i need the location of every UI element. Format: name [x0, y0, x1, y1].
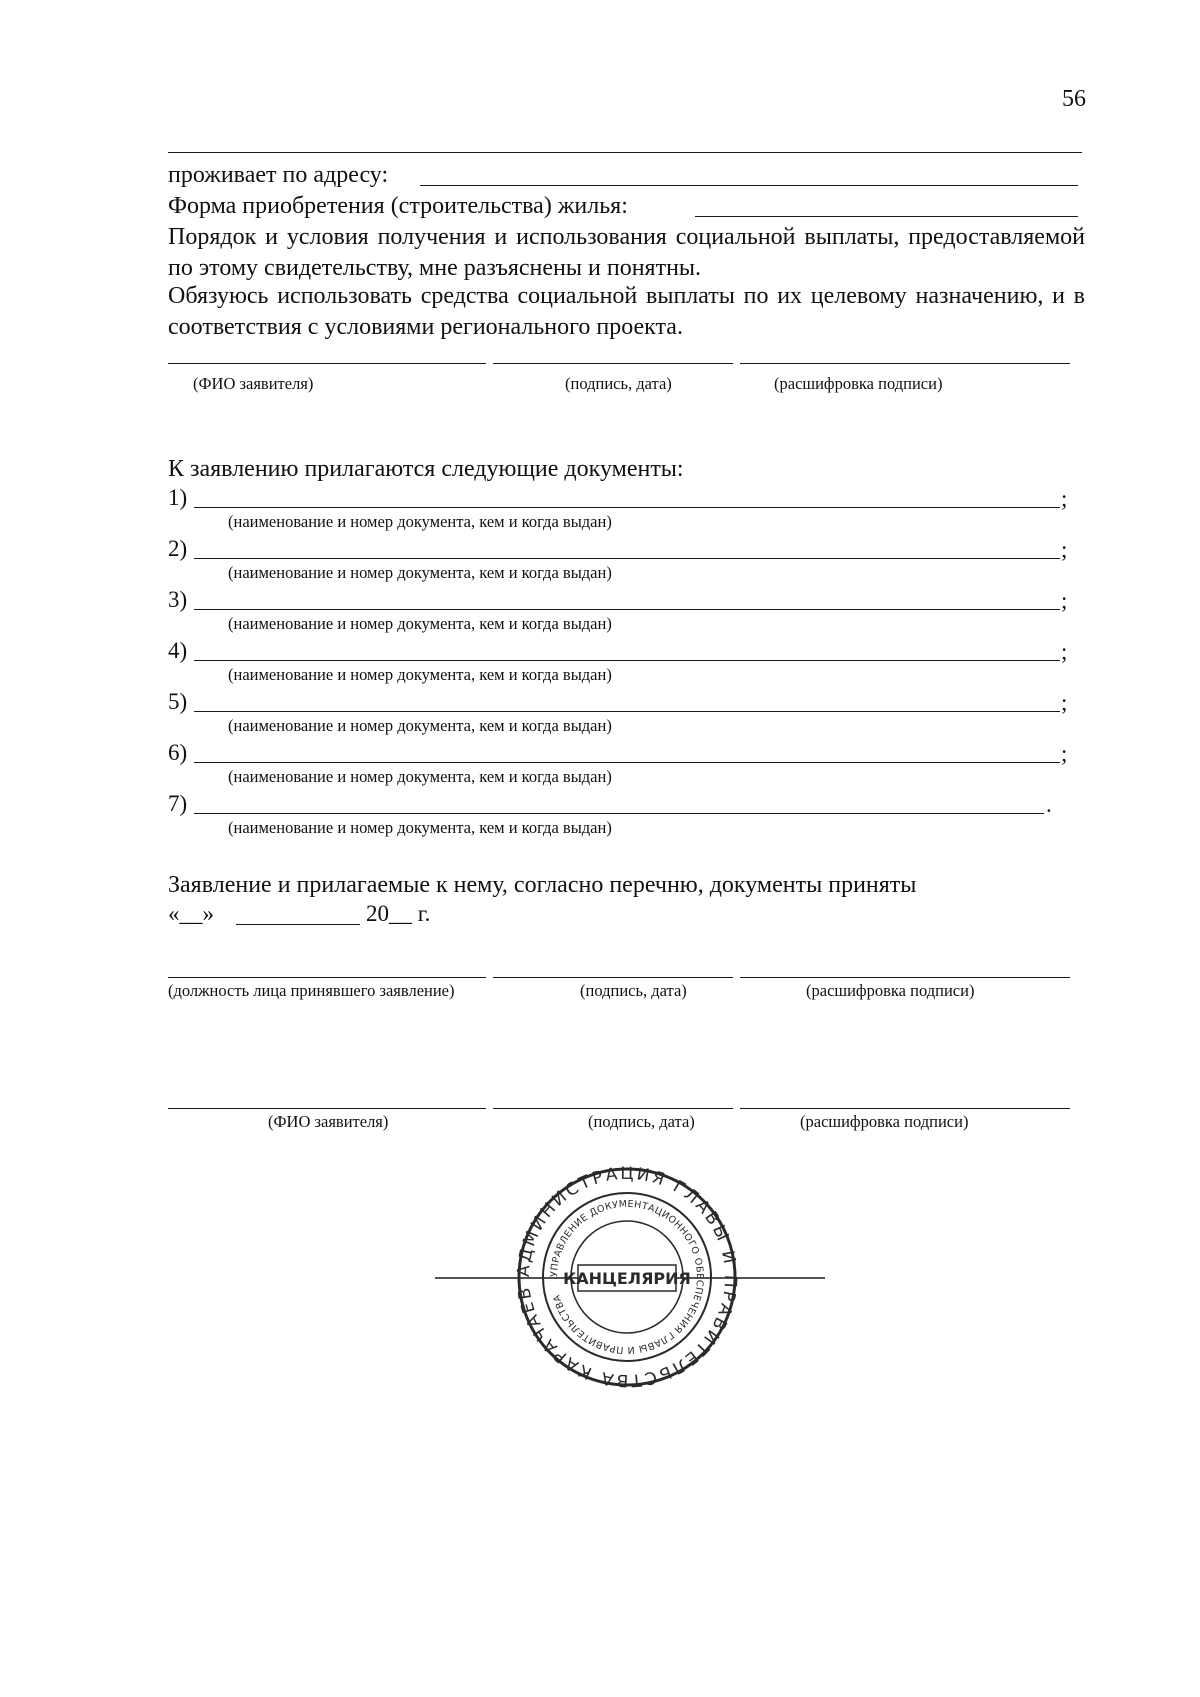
sig3-decode-caption: (расшифровка подписи)	[800, 1112, 969, 1131]
sig1-decode-line[interactable]	[740, 363, 1070, 364]
attachment-end: ;	[1061, 537, 1068, 562]
date-year: 20__ г.	[366, 901, 431, 926]
address-label: проживает по адресу:	[168, 162, 389, 188]
address-field[interactable]	[420, 185, 1078, 186]
form-field[interactable]	[695, 216, 1078, 217]
attachment-field[interactable]	[194, 762, 1060, 763]
attachment-field[interactable]	[194, 609, 1060, 610]
attachment-caption: (наименование и номер документа, кем и когда выдан)	[228, 563, 612, 582]
sig1-sign-caption: (подпись, дата)	[565, 374, 672, 393]
stamp-center-text: КАНЦЕЛЯРИЯ	[563, 1269, 691, 1288]
form-label: Форма приобретения (строительства) жилья:	[168, 193, 628, 219]
sig3-name-caption: (ФИО заявителя)	[268, 1112, 389, 1131]
attachment-field[interactable]	[194, 711, 1060, 712]
attachment-number: 6)	[168, 740, 188, 765]
attachment-caption: (наименование и номер документа, кем и когда выдан)	[228, 818, 612, 837]
attachment-end: ;	[1061, 639, 1068, 664]
attachment-caption: (наименование и номер документа, кем и когда выдан)	[228, 614, 612, 633]
page-number: 56	[1062, 86, 1086, 112]
attachment-caption: (наименование и номер документа, кем и когда выдан)	[228, 512, 612, 531]
sig3-name-line[interactable]	[168, 1108, 486, 1109]
attachment-number: 4)	[168, 638, 188, 663]
attachment-number: 5)	[168, 689, 188, 714]
obligation-paragraph: Обязуюсь использовать средства социальной выплаты по их целевому назначению, и в соответствия с условиями регионального проекта.	[168, 283, 1085, 340]
attachment-caption: (наименование и номер документа, кем и когда выдан)	[228, 767, 612, 786]
attachment-field[interactable]	[194, 660, 1060, 661]
stamp-inner-text: УПРАВЛЕНИЕ ДОКУМЕНТАЦИОННОГО ОБЕСПЕЧЕНИЯ ГЛАВЫ И ПРАВИТЕЛЬСТВА	[548, 1198, 706, 1356]
official-stamp	[430, 1160, 830, 1390]
sig2-position-line[interactable]	[168, 977, 486, 978]
sig2-sign-line[interactable]	[493, 977, 733, 978]
sig1-name-line[interactable]	[168, 363, 486, 364]
attachments-heading: К заявлению прилагаются следующие документы:	[168, 456, 684, 482]
attachment-end: ;	[1061, 588, 1068, 613]
attachment-field[interactable]	[194, 558, 1060, 559]
top-rule	[168, 152, 1082, 153]
attachment-field[interactable]	[194, 507, 1060, 508]
sig1-sign-line[interactable]	[493, 363, 733, 364]
conditions-paragraph: Порядок и условия получения и использования социальной выплаты, предоставляемой по этому свидетельству, мне разъяснены и понятны.	[168, 224, 1085, 281]
attachment-end: .	[1046, 792, 1052, 817]
attachment-caption: (наименование и номер документа, кем и когда выдан)	[228, 665, 612, 684]
attachment-number: 7)	[168, 791, 188, 816]
attachment-number: 1)	[168, 485, 188, 510]
sig2-position-caption: (должность лица принявшего заявление)	[168, 981, 455, 1000]
sig2-decode-caption: (расшифровка подписи)	[806, 981, 975, 1000]
sig1-name-caption: (ФИО заявителя)	[193, 374, 314, 393]
sig3-sign-caption: (подпись, дата)	[588, 1112, 695, 1131]
sig3-decode-line[interactable]	[740, 1108, 1070, 1109]
accepted-text: Заявление и прилагаемые к нему, согласно перечню, документы приняты	[168, 872, 917, 898]
attachment-caption: (наименование и номер документа, кем и когда выдан)	[228, 716, 612, 735]
attachment-number: 3)	[168, 587, 188, 612]
sig2-sign-caption: (подпись, дата)	[580, 981, 687, 1000]
attachment-field[interactable]	[194, 813, 1044, 814]
date-day: «__»	[168, 901, 214, 926]
sig3-sign-line[interactable]	[493, 1108, 733, 1109]
stamp-outer-text: АДМИНИСТРАЦИЯ ГЛАВЫ И ПРАВИТЕЛЬСТВА КАРАЧАЕВ	[513, 1163, 741, 1390]
attachment-end: ;	[1061, 486, 1068, 511]
date-month-field[interactable]	[236, 924, 360, 925]
sig2-decode-line[interactable]	[740, 977, 1070, 978]
attachment-end: ;	[1061, 741, 1068, 766]
attachment-number: 2)	[168, 536, 188, 561]
attachment-end: ;	[1061, 690, 1068, 715]
sig1-decode-caption: (расшифровка подписи)	[774, 374, 943, 393]
